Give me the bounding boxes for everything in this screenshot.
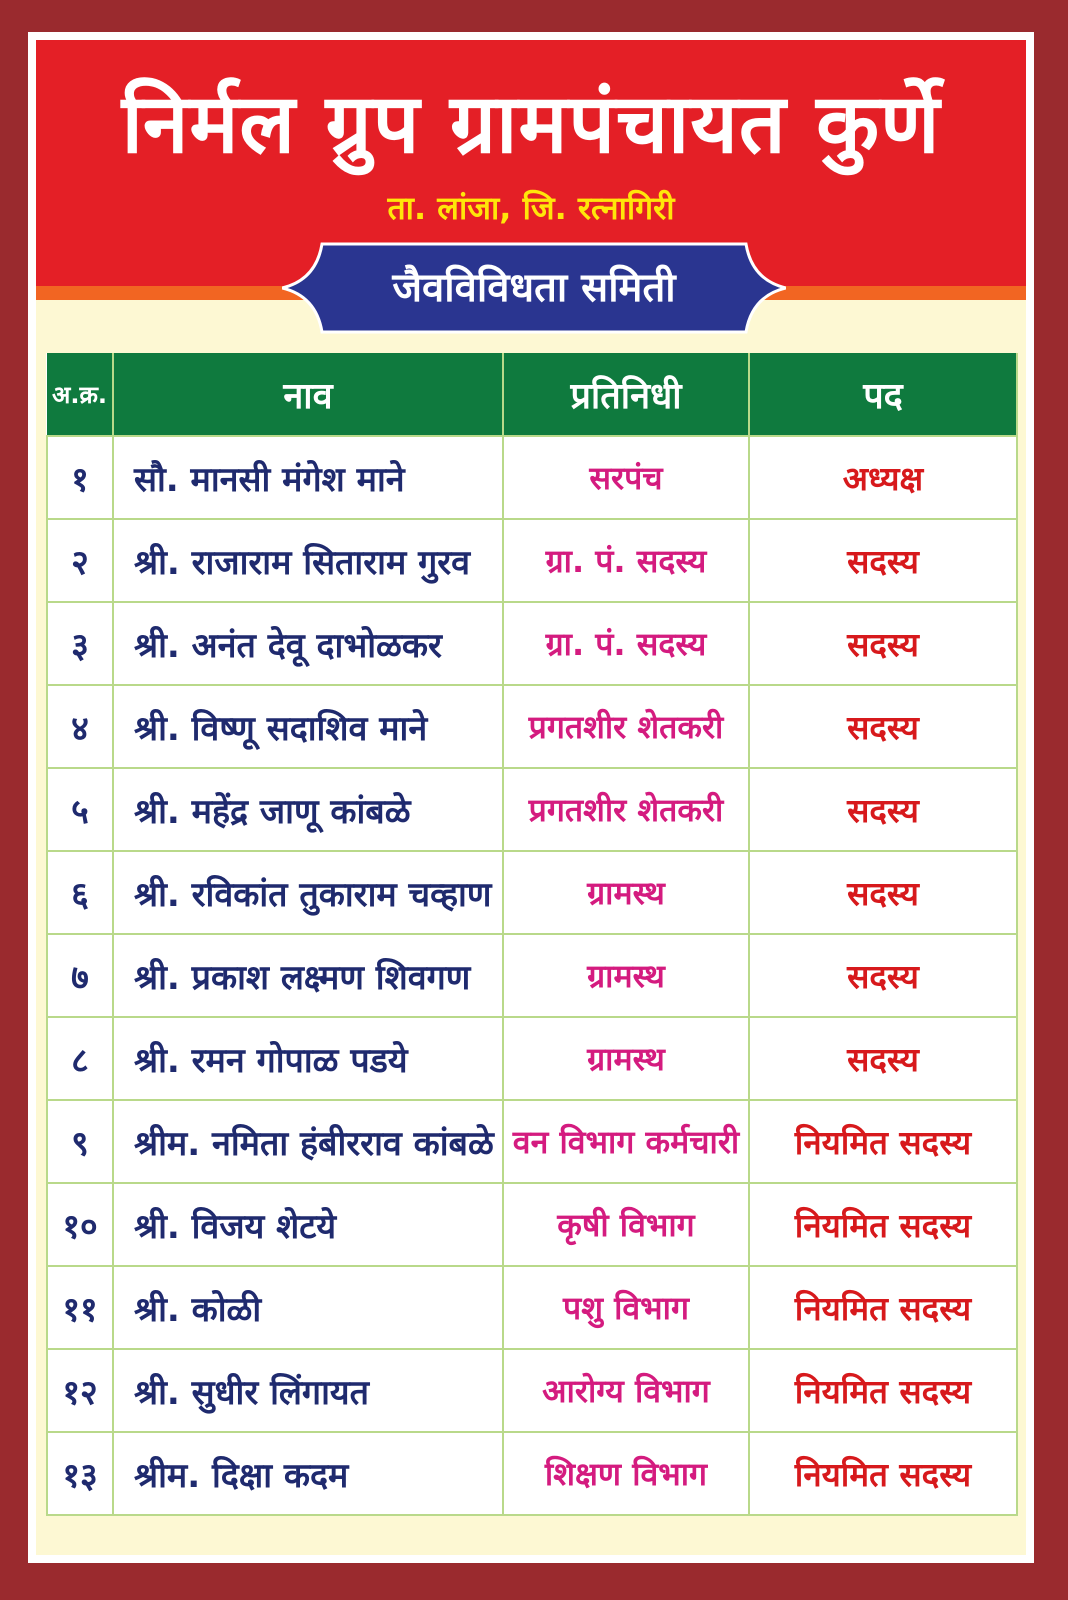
row-serial: १३	[47, 1432, 113, 1515]
header-representative: प्रतिनिधी	[503, 353, 749, 436]
row-position: नियमित सदस्य	[749, 1100, 1017, 1183]
table-row	[47, 851, 1017, 934]
row-serial: १०	[47, 1183, 113, 1266]
row-position: नियमित सदस्य	[749, 1432, 1017, 1515]
row-name: श्री. सुधीर लिंगायत	[113, 1349, 503, 1432]
row-name: श्री. विजय शेटये	[113, 1183, 503, 1266]
row-serial: ११	[47, 1266, 113, 1349]
row-representative: प्रगतशीर शेतकरी	[503, 685, 749, 768]
poster-frame	[28, 32, 1034, 1563]
row-serial: ९	[47, 1100, 113, 1183]
row-representative: ग्रा. पं. सदस्य	[503, 519, 749, 602]
table-row	[47, 1183, 1017, 1266]
row-name: श्री. रमन गोपाळ पडये	[113, 1017, 503, 1100]
row-name: श्री. महेंद्र जाणू कांबळे	[113, 768, 503, 851]
table-row	[47, 602, 1017, 685]
row-name: श्री. रविकांत तुकाराम चव्हाण	[113, 851, 503, 934]
row-representative: ग्रा. पं. सदस्य	[503, 602, 749, 685]
poster-panel	[36, 40, 1026, 1555]
row-serial: ८	[47, 1017, 113, 1100]
row-serial: ७	[47, 934, 113, 1017]
row-representative: पशु विभाग	[503, 1266, 749, 1349]
row-representative: शिक्षण विभाग	[503, 1432, 749, 1515]
row-position: नियमित सदस्य	[749, 1183, 1017, 1266]
row-representative: कृषी विभाग	[503, 1183, 749, 1266]
table-row	[47, 934, 1017, 1017]
row-name: श्री. प्रकाश लक्ष्मण शिवगण	[113, 934, 503, 1017]
row-position: सदस्य	[749, 685, 1017, 768]
table-row	[47, 519, 1017, 602]
row-representative: आरोग्य विभाग	[503, 1349, 749, 1432]
row-serial: २	[47, 519, 113, 602]
committee-title: जैवविविधता समिती	[392, 265, 676, 311]
header-name: नाव	[113, 353, 503, 436]
row-position: सदस्य	[749, 519, 1017, 602]
row-representative: ग्रामस्थ	[503, 1017, 749, 1100]
row-representative: वन विभाग कर्मचारी	[503, 1100, 749, 1183]
row-name: सौ. मानसी मंगेश माने	[113, 436, 503, 519]
row-position: सदस्य	[749, 602, 1017, 685]
row-name: श्रीम. नमिता हंबीरराव कांबळे	[113, 1100, 503, 1183]
row-position: अध्यक्ष	[749, 436, 1017, 519]
row-representative: ग्रामस्थ	[503, 851, 749, 934]
row-position: सदस्य	[749, 1017, 1017, 1100]
table-row	[47, 1432, 1017, 1515]
members-table	[46, 353, 1018, 1516]
table-row	[47, 1017, 1017, 1100]
table-row	[47, 1266, 1017, 1349]
header-position: पद	[749, 353, 1017, 436]
row-position: नियमित सदस्य	[749, 1349, 1017, 1432]
header-serial: अ.क्र.	[47, 353, 113, 436]
table-row	[47, 436, 1017, 519]
table-row	[47, 1100, 1017, 1183]
row-name: श्री. राजाराम सिताराम गुरव	[113, 519, 503, 602]
table-header-row	[47, 353, 1017, 436]
location-subtitle: ता. लांजा, जि. रत्नागिरी	[387, 189, 675, 227]
row-serial: ५	[47, 768, 113, 851]
row-serial: १२	[47, 1349, 113, 1432]
row-representative: प्रगतशीर शेतकरी	[503, 768, 749, 851]
row-representative: सरपंच	[503, 436, 749, 519]
table-row	[47, 768, 1017, 851]
page-title: निर्मल ग्रुप ग्रामपंचायत कुर्णे	[121, 77, 941, 172]
row-position: सदस्य	[749, 934, 1017, 1017]
table-row	[47, 685, 1017, 768]
row-name: श्रीम. दिक्षा कदम	[113, 1432, 503, 1515]
committee-ribbon	[282, 240, 786, 336]
row-name: श्री. कोळी	[113, 1266, 503, 1349]
row-serial: १	[47, 436, 113, 519]
row-name: श्री. विष्णू सदाशिव माने	[113, 685, 503, 768]
row-position: सदस्य	[749, 768, 1017, 851]
row-representative: ग्रामस्थ	[503, 934, 749, 1017]
table-row	[47, 1349, 1017, 1432]
row-serial: ४	[47, 685, 113, 768]
row-name: श्री. अनंत देवू दाभोळकर	[113, 602, 503, 685]
row-serial: ३	[47, 602, 113, 685]
row-position: नियमित सदस्य	[749, 1266, 1017, 1349]
row-serial: ६	[47, 851, 113, 934]
row-position: सदस्य	[749, 851, 1017, 934]
